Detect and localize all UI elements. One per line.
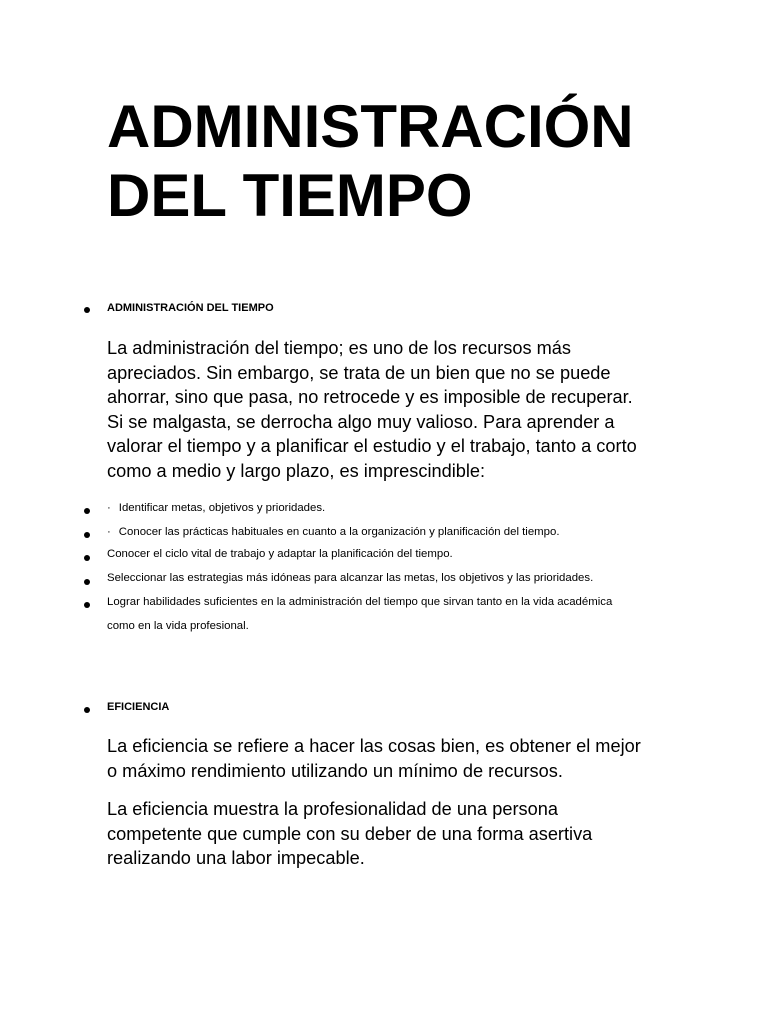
paragraph-line: o máximo rendimiento utilizando un mínimo de recursos. [107, 760, 563, 781]
bullet-dot [84, 602, 90, 608]
title-line-2: DEL TIEMPO [107, 162, 473, 229]
bullet-dot [84, 307, 90, 313]
paragraph-line: Si se malgasta, se derrocha algo muy valioso. Para aprender a [107, 411, 615, 432]
section2-paragraph-1 [107, 734, 687, 783]
list-item-text: Seleccionar las estrategias más idóneas para alcanzar las metas, los objetivos y las prioridades. [107, 572, 594, 584]
paragraph-line: realizando una labor impecable. [107, 848, 365, 868]
sub-bullet-marker: · [107, 502, 111, 514]
bullet-dot [84, 579, 90, 585]
paragraph-line: apreciados. Sin embargo, se trata de un bien que no se puede [107, 362, 611, 383]
paragraph-line: valorar el tiempo y a planificar el estudio y el trabajo, tanto a corto [107, 436, 637, 456]
list-item-text: Conocer el ciclo vital de trabajo y adaptar la planificación del tiempo. [107, 548, 453, 560]
paragraph-line: La eficiencia se refiere a hacer las cosas bien, es obtener el mejor [107, 736, 641, 756]
bullet-dot [84, 508, 90, 514]
bullet-dot [84, 555, 90, 561]
section1-paragraph [107, 336, 687, 483]
bullet-dot [84, 707, 90, 713]
list-item-text: Identificar metas, objetivos y prioridades. [118, 502, 326, 514]
paragraph-line: La administración del tiempo; es uno de los recursos más [107, 338, 572, 358]
paragraph-line: ahorrar, sino que pasa, no retrocede y es imposible de recuperar. [107, 387, 633, 407]
paragraph-line: como a medio y largo plazo, es imprescindible: [107, 460, 486, 481]
document-title [107, 92, 747, 230]
list-item-text: Conocer las prácticas habituales en cuanto a la organización y planificación del tiempo. [118, 526, 560, 538]
paragraph-line: competente que cumple con su deber de una forma asertiva [107, 823, 593, 844]
paragraph-line: La eficiencia muestra la profesionalidad de una persona [107, 799, 558, 819]
list-item-continuation: como en la vida profesional. [107, 620, 249, 632]
section2-paragraph-2 [107, 797, 687, 871]
section-heading-eficiencia: EFICIENCIA [107, 701, 170, 713]
list-item-text: Lograr habilidades suficientes en la administración del tiempo que sirvan tanto en la vida académica [107, 596, 613, 608]
bullet-dot [84, 532, 90, 538]
title-line-1: ADMINISTRACIÓN [107, 93, 634, 160]
section-heading-administracion: ADMINISTRACIÓN DEL TIEMPO [107, 302, 274, 314]
sub-bullet-marker: · [107, 526, 111, 538]
